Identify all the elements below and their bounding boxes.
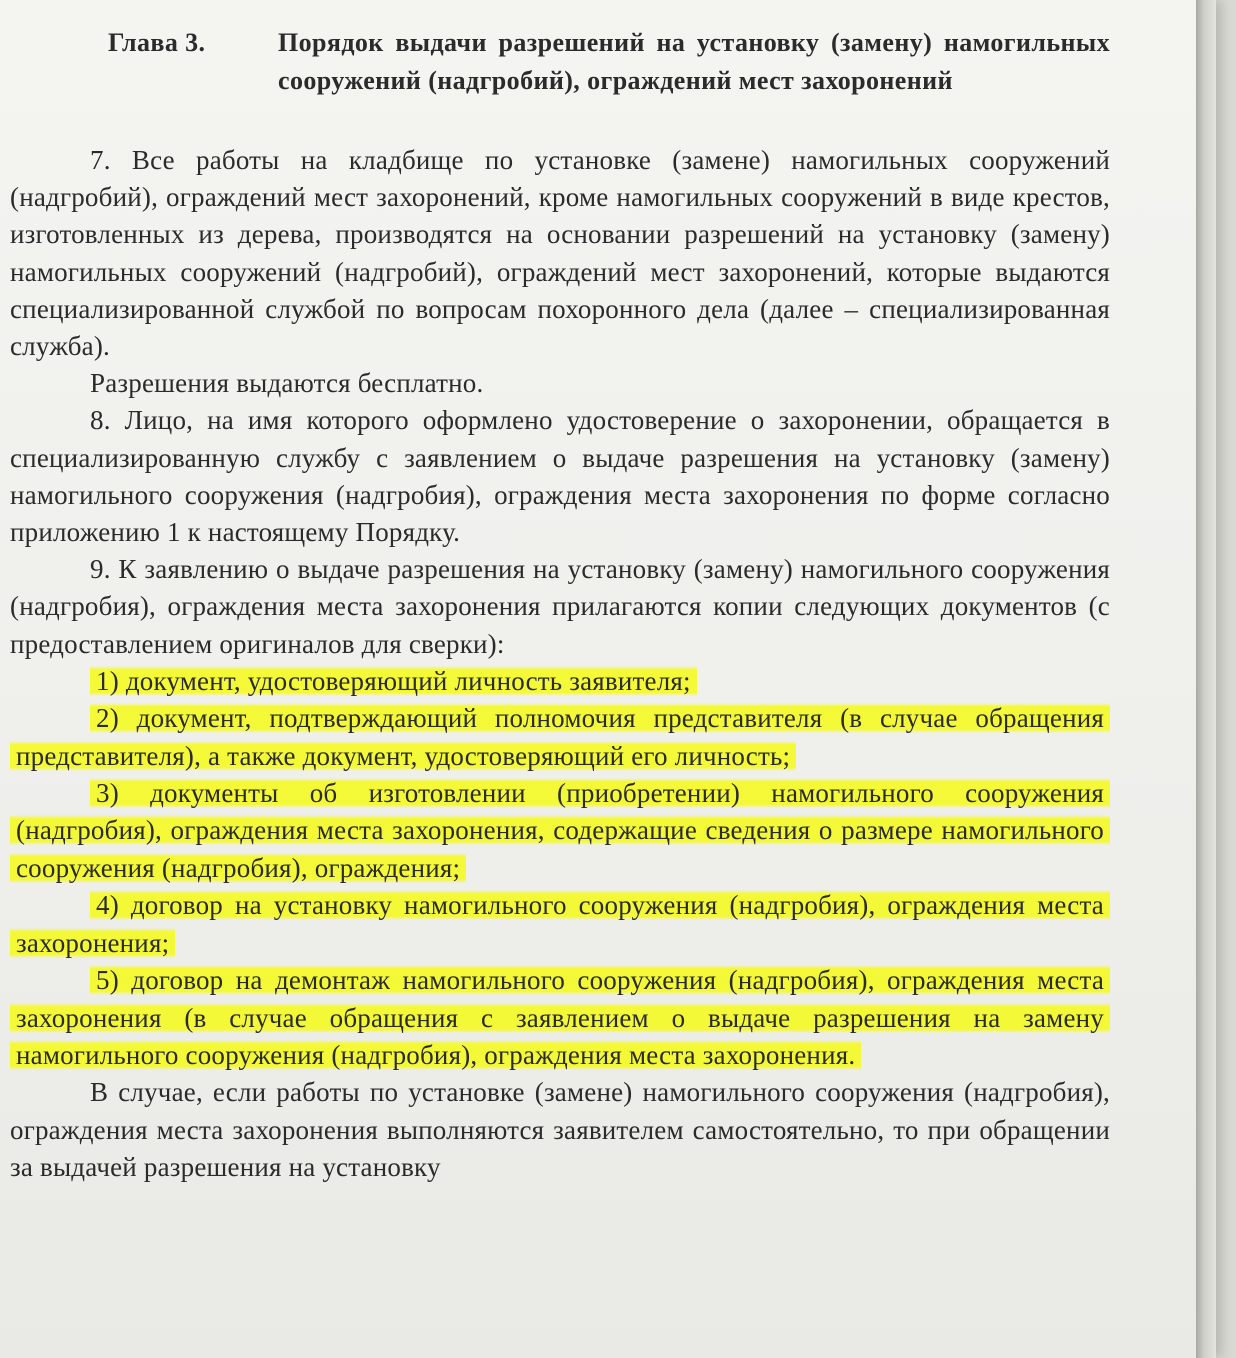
chapter-number: Глава 3. [108,28,206,57]
highlighted-text: 4) договор на установку намогильного сооружения (надгробия), ограждения места захоронения; [10,890,1110,957]
list-item-installation-contract [10,887,1110,962]
highlighted-text: 5) договор на демонтаж намогильного сооружения (надгробия), ограждения места захоронения (в случае обращения с заявлением о выдаче разрешения на замену намогильного сооружения (надгробия), ограждения места захоронения. [10,965,1110,1070]
document-body [10,24,1110,1186]
list-item-dismantling-contract [10,962,1110,1074]
highlighted-text: 3) документы об изготовлении (приобретении) намогильного сооружения (надгробия), ограждения места захоронения, содержащие сведения о размере намогильного сооружения (надгробия), ограждения; [10,778,1110,883]
chapter-title: Порядок выдачи разрешений на установку (замену) намогильных сооружений (надгробий), ограждений мест захоронений [278,28,1110,95]
paragraph-8: 8. Лицо, на имя которого оформлено удостоверение о захоронении, обращается в специализированную службу с заявлением о выдаче разрешения на установку (замену) намогильного сооружения (надгробия), ограждения места захоронения по форме согласно приложению 1 к настоящему Порядку. [10,405,1110,548]
highlighted-text: 1) документ, удостоверяющий личность заявителя; [90,666,697,696]
highlighted-text: 2) документ, подтверждающий полномочия представителя (в случае обращения представителя), а также документ, удостоверяющий его личность; [10,703,1110,770]
chapter-heading [108,24,1110,100]
paragraph-free-of-charge: Разрешения выдаются бесплатно. [90,368,484,399]
list-item-representative-authority [10,700,1110,775]
page-edge-shadow [1196,0,1216,1358]
paragraph-9: 9. К заявлению о выдаче разрешения на установку (замену) намогильного сооружения (надгробия), ограждения места захоронения прилагаются копии следующих документов (с предоставлением оригиналов для сверки): [10,554,1110,659]
paragraph-closing: В случае, если работы по установке (замене) намогильного сооружения (надгробия), ограждения места захоронения выполняются заявителем самостоятельно, то при обращении за выдачей разрешения на установку [10,1077,1110,1182]
list-item-identity-document [10,663,1110,700]
list-item-manufacturing-documents [10,775,1110,887]
paragraph-7: 7. Все работы на кладбище по установке (замене) намогильных сооружений (надгробий), ограждений мест захоронений, кроме намогильных сооружений в виде крестов, изготовленных из дерева, производятся на основании разрешений на установку (замену) намогильных сооружений (надгробий), ограждений мест захоронений, которые выдаются специализированной службой по вопросам похоронного дела (далее – специализированная служба). [10,145,1110,362]
